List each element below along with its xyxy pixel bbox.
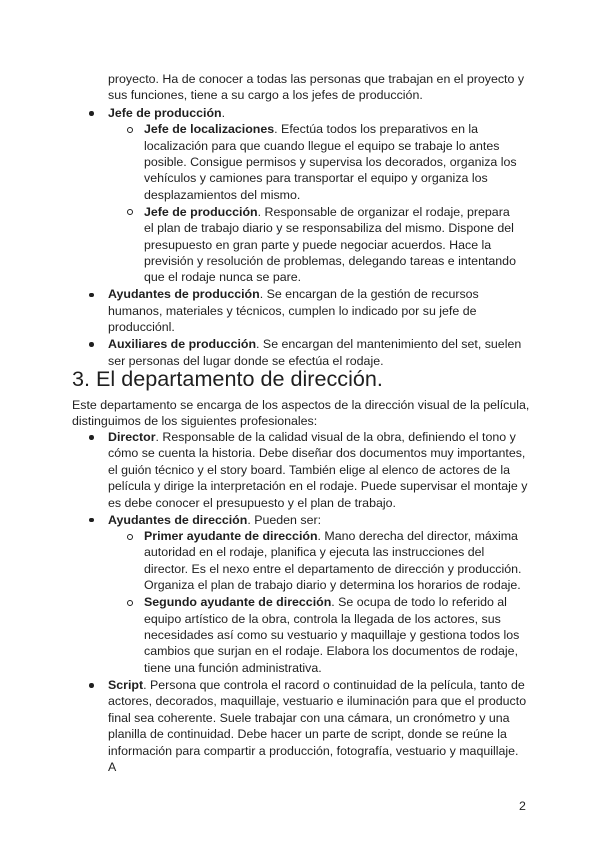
sub-list-item: [144, 121, 522, 203]
list-item: [108, 429, 528, 511]
intro-paragraph: Este departamento se encarga de los aspectos de la dirección visual de la película, distinguimos de los siguientes profesionales:: [72, 398, 530, 429]
item-term: Jefe de producción: [144, 204, 258, 219]
item-term: Ayudantes de dirección: [108, 512, 248, 527]
list-item: [108, 512, 528, 677]
list-item: [108, 105, 528, 286]
item-text: . Se ocupa de todo lo referido al equipo artístico de la obra, controla la llegada de los actores, sus necesidades así como su vestuario y maquillaje y gestiona todos los cambios que surjan en el rodaje. Elabora los documentos de rodaje, tiene una función administrativa.: [144, 595, 520, 675]
item-term: Ayudantes de producción: [108, 287, 260, 302]
list-item: [108, 677, 528, 775]
item-term: Primer ayudante de dirección: [144, 529, 318, 544]
section-production-continued: [108, 71, 528, 370]
sub-list: [144, 121, 522, 286]
item-text: . Efectúa todos los preparativos en la localización para que cuando llegue el equipo se trabaje lo antes posible. Consigue permisos y supervisa los decorados, organiza los vehículos y camiones para transportar el equipo y organiza los desplazamientos del mismo.: [144, 122, 517, 202]
item-text: . Persona que controla el racord o continuidad de la película, tanto de actores, decorados, maquillaje, vestuario e iluminación para que el producto final sea coherente. Suele trabajar con una cámara, un cronómetro y una planilla de continuidad. Debe hacer un parte de script, donde se reúne la información para compartir a producción, fotografía, vestuario y maquillaje. A: [108, 677, 527, 774]
page-number: 2: [519, 799, 526, 813]
section-heading: 3. El departamento de dirección.: [72, 366, 383, 391]
section-direction: [108, 429, 528, 776]
item-text: . Se encargan de la gestión de recursos humanos, materiales y técnicos, cumplen lo indicado por su jefe de producciónl.: [108, 287, 479, 335]
sub-list-item: [144, 594, 522, 676]
item-text: . Responsable de la calidad visual de la obra, definiendo el tono y cómo se cuenta la historia. Debe diseñar dos documentos muy importantes, el guión técnico y el story board. También elige al elenco de actores de la película y dirige la interpretación en el rodaje. Puede supervisar el montaje y es debe conocer el presupuesto y el plan de trabajo.: [108, 430, 528, 510]
item-term: Jefe de localizaciones: [144, 122, 275, 137]
item-term: Script: [108, 677, 144, 692]
production-roles-list: [108, 105, 528, 369]
item-text: .: [221, 105, 226, 120]
sub-list-item: [144, 528, 522, 594]
item-text: . Pueden ser:: [247, 512, 322, 527]
item-text: . Se encargan del mantenimiento del set, suelen ser personas del lugar donde se efectúa el rodaje.: [108, 337, 522, 368]
item-term: Jefe de producción: [108, 105, 222, 120]
item-term: Segundo ayudante de dirección: [144, 595, 332, 610]
list-item: [108, 336, 528, 369]
sub-list: [144, 528, 522, 676]
list-item: [108, 286, 528, 335]
continuation-paragraph: proyecto. Ha de conocer a todas las personas que trabajan en el proyecto y sus funciones, tiene a su cargo a los jefes de producción.: [108, 72, 525, 103]
item-term: Director: [108, 430, 156, 444]
item-text: . Mano derecha del director, máxima autoridad en el rodaje, planifica y ejecuta las instrucciones del director. Es el nexo entre el departamento de dirección y producción. Organiza el plan de trabajo diario y determina los horarios de rodaje.: [144, 529, 522, 593]
sub-list-item: [144, 204, 522, 286]
item-text: . Responsable de organizar el rodaje, prepara el plan de trabajo diario y se responsabiliza del mismo. Dispone del presupuesto en gran parte y puede negociar acuerdos. Hace la previsión y resolución de problemas, delegando tareas e intentando que el rodaje nunca se pare.: [144, 204, 516, 285]
direction-roles-list: [108, 429, 528, 775]
item-term: Auxiliares de producción: [108, 337, 257, 352]
